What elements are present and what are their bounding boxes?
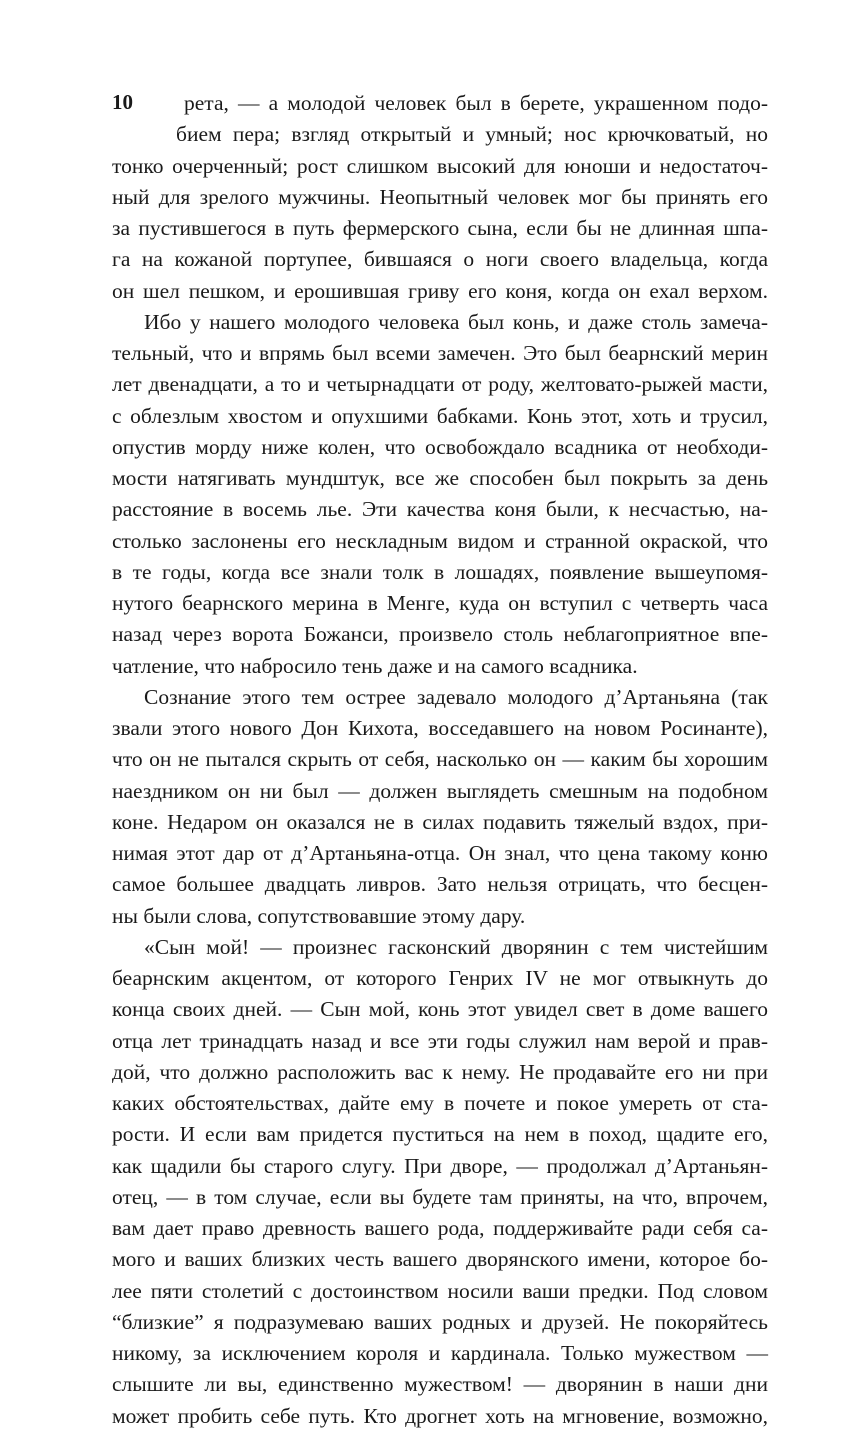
text-line: назад через ворота Божанси, произвело столь неблагоприятное впе-: [112, 622, 768, 647]
text-line: нимая этот дар от д’Артаньяна-отца. Он знал, что цена такому коню: [112, 841, 768, 865]
text-line: мого и ваших близких честь вашего дворянского имени, которое бо-: [112, 1247, 768, 1272]
text-line: наездником он ни был — должен выглядеть смешным на подобном: [112, 778, 768, 803]
paragraph-3: [112, 682, 768, 932]
text-line: чатление, что набросило тень даже и на самого всадника.: [112, 653, 638, 678]
paragraph-2: [112, 307, 768, 682]
text-line: опустив морду ниже колен, что освобождало всадника от необходи-: [112, 434, 768, 459]
page-number: 10: [112, 90, 133, 114]
text-line: дой, что должно расположить вас к нему. Не продавайте его ни при: [112, 1059, 768, 1084]
text-line: слышите ли вы, единственно мужеством! — дворянин в наши дни: [112, 1372, 768, 1397]
text-line: тельный, что и впрямь был всеми замечен. Это был беарнский мерин: [112, 341, 768, 365]
text-line: беарнским акцентом, от которого Генрих IV не мог отвыкнуть до: [112, 966, 768, 990]
text-line: нутого беарнского мерина в Менге, куда он вступил с четверть часа: [112, 591, 768, 615]
text-line: тонко очерченный; рост слишком высокий для юноши и недостаточ-: [112, 153, 768, 178]
text-line: он шел пешком, и ерошившая гриву его коня, когда он ехал верхом.: [112, 278, 768, 303]
text-line: может пробить себе путь. Кто дрогнет хоть на мгновение, возможно,: [112, 1403, 768, 1428]
text-line: ный для зрелого мужчины. Неопытный человек мог бы принять его: [112, 184, 768, 209]
text-line: отец, — в том случае, если вы будете там приняты, на что, впрочем,: [112, 1184, 768, 1209]
text-line: никому, за исключением короля и кардинала. Только мужеством —: [112, 1341, 768, 1365]
text-line: что он не пытался скрыть от себя, насколько он — каким бы хорошим: [112, 747, 768, 772]
text-line: Ибо у нашего молодого человека был конь, и даже столь замеча-: [144, 309, 768, 334]
text-line: столько заслонены его нескладным видом и странной окраской, что: [112, 528, 768, 553]
text-line: мости натягивать мундштук, все же способен был покрыть за день: [112, 466, 768, 490]
text-line: рета, — а молодой человек был в берете, украшенном подо-: [184, 91, 768, 115]
text-line: конца своих дней. — Сын мой, конь этот увидел свет в доме вашего: [112, 997, 768, 1022]
text-line: га на кожаной портупее, бившаяся о ноги своего владельца, когда: [112, 247, 768, 272]
body-text: [112, 88, 768, 1432]
text-line: «Сын мой! — произнес гасконский дворянин с тем чистейшим: [144, 934, 768, 959]
text-line: самое большее двадцать ливров. Зато нельзя отрицать, что бесцен-: [112, 872, 768, 897]
text-line: коне. Недаром он оказался не в силах подавить тяжелый вздох, при-: [112, 809, 768, 834]
text-line: с облезлым хвостом и опухшими бабками. Конь этот, хоть и трусил,: [112, 403, 768, 428]
paragraph-1: [112, 88, 768, 307]
text-line: как щадили бы старого слугу. При дворе, — продолжал д’Артаньян-: [112, 1153, 768, 1178]
text-line: Сознание этого тем острее задевало молодого д’Артаньяна (так: [144, 684, 768, 709]
book-page: [112, 88, 768, 1432]
text-line: ны были слова, сопутствовавшие этому дару.: [112, 903, 526, 928]
text-line: “близкие” я подразумеваю ваших родных и друзей. Не покоряйтесь: [112, 1309, 768, 1334]
text-line: звали этого нового Дон Кихота, восседавшего на новом Росинанте),: [112, 716, 768, 740]
text-line: рости. И если вам придется пуститься на нем в поход, щадите его,: [112, 1122, 768, 1147]
text-line: расстояние в восемь лье. Эти качества коня были, к несчастью, на-: [112, 497, 768, 522]
text-line: лет двенадцати, а то и четырнадцати от роду, желтовато-рыжей масти,: [112, 372, 768, 397]
text-line: бием пера; взгляд открытый и умный; нос крючковатый, но: [176, 122, 768, 147]
text-line: в те годы, когда все знали толк в лошадях, появление вышеупомя-: [112, 559, 768, 584]
text-line: лее пяти столетий с достоинством носили ваши предки. Под словом: [112, 1278, 768, 1303]
text-line: отца лет тринадцать назад и все эти годы служил нам верой и прав-: [112, 1028, 768, 1053]
text-line: за пустившегося в путь фермерского сына, если бы не длинная шпа-: [112, 216, 768, 240]
text-line: каких обстоятельствах, дайте ему в почете и покое умереть от ста-: [112, 1091, 768, 1115]
paragraph-4: [112, 932, 768, 1432]
text-line: вам дает право древность вашего рода, поддерживайте ради себя са-: [112, 1216, 768, 1240]
